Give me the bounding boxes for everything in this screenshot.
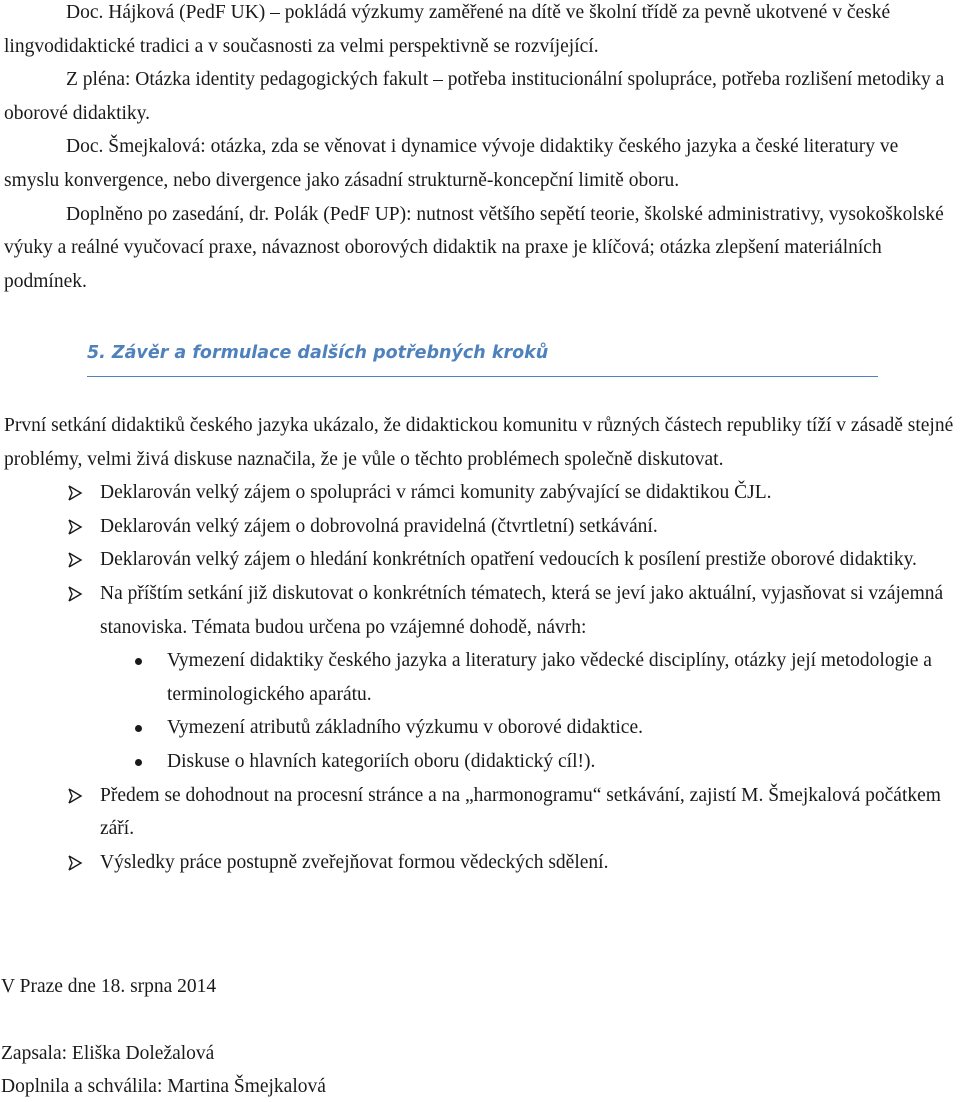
arrow-bullet-icon — [67, 779, 87, 813]
heading-underline — [87, 376, 878, 377]
approved-by: Doplnila a schválila: Martina Šmejkalová — [1, 1076, 326, 1097]
sublist-item-text: Diskuse o hlavních kategoriích oboru (didaktický cíl!). — [167, 750, 596, 772]
list-item-text: Výsledky práce postupně zveřejňovat formou vědeckých sdělení. — [100, 851, 609, 873]
list-item-text: Deklarován velký zájem o spolupráci v rámci komunity zabývající se didaktikou ČJL. — [100, 482, 772, 504]
list-item — [4, 476, 956, 510]
sublist-item-text: Vymezení didaktiky českého jazyka a literatury jako vědecké disciplíny, otázky její metodologie a terminologického aparátu. — [167, 650, 932, 705]
arrow-bullet-icon — [67, 846, 87, 880]
list-item-text: Předem se dohodnout na procesní stránce a na „harmonogramu“ setkávání, zajistí M. Šmejkalová počátkem září. — [100, 784, 941, 840]
paragraph-smejkalova: Doc. Šmejkalová: otázka, zda se věnovat i dynamice vývoje didaktiky českého jazyka a české literatury ve smyslu konvergence, nebo divergence jako zásadní strukturně-koncepční limitě oboru. — [4, 136, 899, 191]
proposal-sublist — [100, 644, 956, 778]
paragraph-hajkova: Doc. Hájková (PedF UK) – pokládá výzkumy zaměřené na dítě ve školní třídě za pevně ukotvené v české lingvodidaktické tradici a v současnosti za velmi perspektivně se rozvíjející. — [4, 2, 891, 57]
list-item — [4, 779, 956, 846]
list-item — [4, 510, 956, 544]
discussion-notes — [4, 0, 956, 298]
bullet-dot-icon — [135, 658, 142, 665]
place-and-date: V Praze dne 18. srpna 2014 — [1, 976, 217, 997]
list-item-text: Deklarován velký zájem o hledání konkrétních opatření vedoucích k posílení prestiže oborové didaktiky. — [100, 549, 917, 571]
paragraph-plenum: Z pléna: Otázka identity pedagogických fakult – potřeba institucionální spolupráce, potřeba rozlišení metodiky a oborové didaktiky. — [4, 69, 945, 124]
section-intro: První setkání didaktiků českého jazyka ukázalo, že didaktickou komunitu v různých částech republiky tíží v zásadě stejné problémy, velmi živá diskuse naznačila, že je vůle o těchto problémech společně diskutovat. — [4, 415, 954, 470]
arrow-bullet-list — [4, 476, 956, 879]
sublist-item — [100, 644, 956, 711]
bullet-dot-icon — [135, 759, 142, 766]
recorded-by: Zapsala: Eliška Doležalová — [1, 1043, 215, 1064]
list-item — [4, 577, 956, 779]
paragraph-polak: Doplněno po zasedání, dr. Polák (PedF UP): nutnost většího sepětí teorie, školské administrativy, vysokoškolské výuky a reálné vyučovací praxe, návaznost oborových didaktik na praxe je klíčová; otázka zlepšení materiálních podmínek. — [4, 203, 944, 292]
list-item — [4, 846, 956, 880]
sublist-item — [100, 711, 956, 745]
arrow-bullet-icon — [67, 543, 87, 577]
list-item-text: Deklarován velký zájem o dobrovolná pravidelná (čtvrtletní) setkávání. — [100, 515, 658, 537]
arrow-bullet-icon — [67, 476, 87, 510]
list-item-text: Na příštím setkání již diskutovat o konkrétních tématech, která se jeví jako aktuální, vyjasňovat si vzájemná stanoviska. Témata budou určena po vzájemné dohodě, návrh: — [100, 582, 944, 638]
list-item — [4, 543, 956, 577]
section-body — [4, 409, 956, 879]
bullet-dot-icon — [135, 725, 142, 732]
arrow-bullet-icon — [67, 577, 87, 611]
sublist-item — [100, 745, 956, 779]
sublist-item-text: Vymezení atributů základního výzkumu v oborové didaktice. — [167, 717, 643, 739]
section-heading: 5. Závěr a formulace dalších potřebných kroků — [87, 343, 549, 363]
arrow-bullet-icon — [67, 510, 87, 544]
